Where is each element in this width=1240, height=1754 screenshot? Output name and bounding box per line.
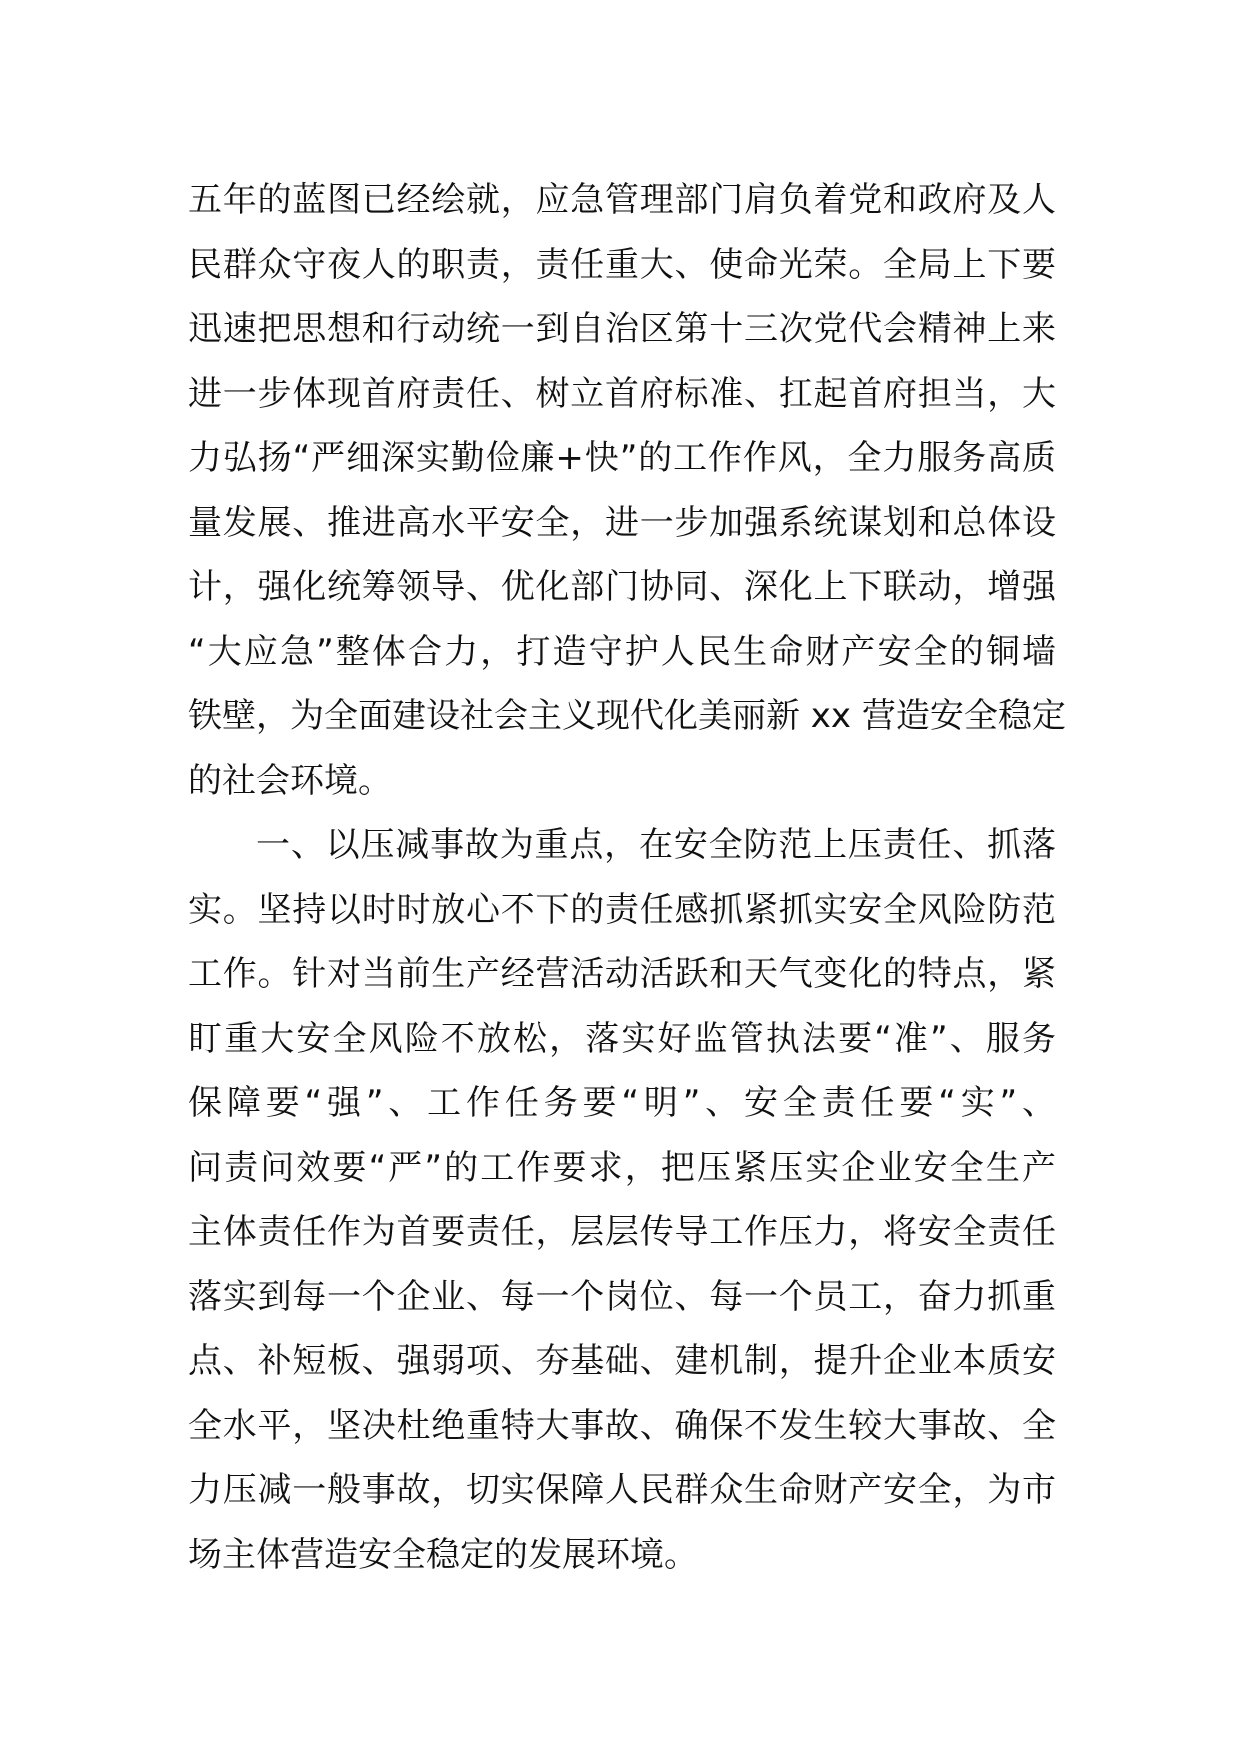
text-line: 量发展、推进高水平安全，进一步加强系统谋划和总体设 (188, 502, 1056, 543)
text-line: 力压减一般事故，切实保障人民群众生命财产安全，为市 (188, 1470, 1056, 1510)
text-line: 迅速把思想和行动统一到自治区第十三次党代会精神上来 (188, 309, 1056, 349)
text-line: 保障要“强”、工作任务要“明”、安全责任要“实”、 (188, 1083, 1056, 1123)
section-heading-line: 一、以压减事故为重点，在安全防范上压责任、抓落 (256, 825, 1056, 865)
text-line: 主体责任作为首要责任，层层传导工作压力，将安全责任 (188, 1212, 1056, 1252)
document-body (188, 168, 1066, 1587)
paragraph-intro (188, 168, 1066, 813)
text-line: 场主体营造安全稳定的发展环境。 (188, 1534, 698, 1575)
text-line: 五年的蓝图已经绘就，应急管理部门肩负着党和政府及人 (188, 180, 1056, 220)
text-line: 落实到每一个企业、每一个岗位、每一个员工，奋力抓重 (188, 1276, 1056, 1317)
text-line: 的社会环境。 (188, 760, 392, 801)
paragraph-section-one (188, 813, 1056, 1587)
text-line: 计，强化统筹领导、优化部门协同、深化上下联动，增强 (188, 567, 1056, 607)
text-line: 实。坚持以时时放心不下的责任感抓紧抓实安全风险防范 (188, 889, 1056, 930)
text-line: 盯重大安全风险不放松，落实好监管执法要“准”、服务 (188, 1018, 1056, 1059)
text-line: 全水平，坚决杜绝重特大事故、确保不发生较大事故、全 (188, 1405, 1056, 1446)
text-line: 民群众守夜人的职责，责任重大、使命光荣。全局上下要 (188, 244, 1056, 285)
text-line: “大应急”整体合力，打造守护人民生命财产安全的铜墙 (188, 631, 1056, 672)
text-line: 铁壁，为全面建设社会主义现代化美丽新 xx 营造安全稳定 (188, 696, 1066, 736)
text-line: 点、补短板、强弱项、夯基础、建机制，提升企业本质安 (188, 1341, 1056, 1381)
text-line: 力弘扬“严细深实勤俭廉+快”的工作作风，全力服务高质 (188, 438, 1056, 478)
text-line: 问责问效要“严”的工作要求，把压紧压实企业安全生产 (188, 1147, 1056, 1188)
text-line: 工作。针对当前生产经营活动活跃和天气变化的特点，紧 (188, 954, 1056, 994)
text-line: 进一步体现首府责任、树立首府标准、扛起首府担当，大 (188, 373, 1056, 414)
